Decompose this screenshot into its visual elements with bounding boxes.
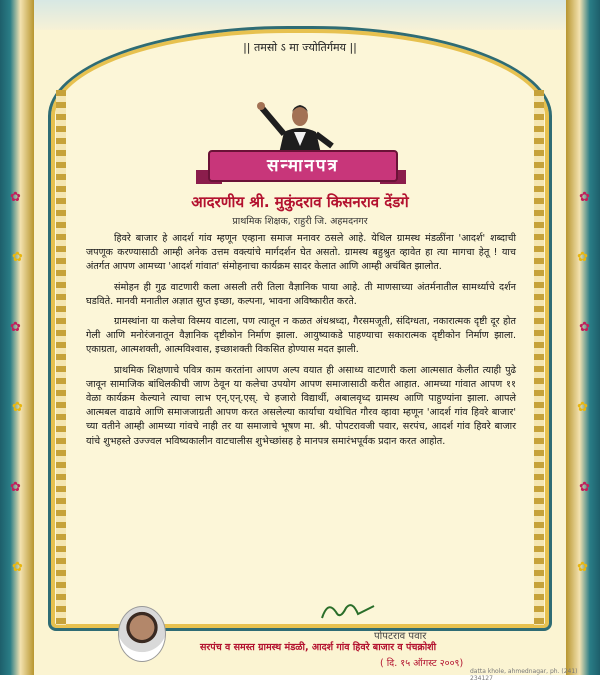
performer-portrait	[250, 96, 350, 158]
inner-right-border	[534, 90, 544, 625]
flower-icon: ✿	[577, 400, 588, 415]
honoree-name: आदरणीय श्री. मुकुंदराव किसनराव देंडगे	[191, 193, 409, 211]
inner-left-border	[56, 90, 66, 625]
citation-body	[86, 232, 516, 455]
flower-icon: ✿	[577, 250, 588, 265]
flower-icon: ✿	[579, 320, 590, 335]
flower-icon: ✿	[10, 190, 21, 205]
signer-photo	[118, 606, 166, 662]
flower-icon: ✿	[579, 190, 590, 205]
citation-paragraph: प्राथमिक शिक्षणाचे पवित्र काम करतांना आपण अल्प वयात ही असाध्य वाटणारी कला आत्मसात केलीत त्याही पुढे जावून सामाजिक बांधिलकीची जाण ठेवून या कलेचा उपयोग आपण समाजासाठी करीत आहात. आमच्या गांवात आपण ११ वेळा कार्यक्रम केल्याने त्याचा लाभ एन्.एन्.एस्. चे हजारो विद्यार्थी, अबालवृध्द ग्रामस्थ आणि पाहुण्यांना झाला. आपले आत्मबल वाढावे आणि समाजजाग्रती आपण करत असलेल्या कार्याचा यथोचित गौरव व्हावा म्हणून 'आदर्श गांव हिवरे बाजार' च्या वतीने आम्ही आमच्या गांवचे नाही तर या समाजाचे भूषण मा. श्री. पोपटरावजी पवार, सरपंच, आदर्श गांव हिवरे बाजार यांचे शुभहस्ते उज्ज्वल भविष्यकालीन वाटचालीस शुभेच्छांसह हे मानपत्र समारंभपूर्वक प्रदान करत आहोत.	[86, 364, 516, 447]
citation-paragraph: हिवरे बाजार हे आदर्श गांव म्हणून एव्हाना समाज मनावर ठसले आहे. येथिल ग्रामस्थ मंडळींना 'आदर्श' शब्दाची जपणूक करण्यासाठी आम्ही अनेक उत्तम वक्त्यांचे मार्गदर्शन घेत असतो. ग्रामस्थ बहुश्रुत व्हावेत हा त्या मागचा हेतू ! याच अंतर्गत आपण आमच्या 'आदर्श गांवात' संमोहनाचा कार्यक्रम सादर केलात आणि आम्ही अचंबित झालोत.	[86, 233, 516, 273]
issue-date: ( दि. १५ ऑगस्ट २००९)	[380, 658, 464, 669]
citation-paragraph: संमोहन ही गुढ वाटणारी कला असली तरी तिला वैज्ञानिक पाया आहे. ती माणसाच्या अंतर्मनातील सामर्थ्याचे दर्शन घडविते. मानवी मनातील अज्ञात सुप्त इच्छा, कल्पना, भावना अविष्कारीत करते.	[86, 281, 516, 307]
signature	[318, 598, 378, 624]
flower-icon: ✿	[10, 480, 21, 495]
motto: || तमसो ऽ मा ज्योतिर्गमय ||	[243, 41, 357, 54]
flower-icon: ✿	[577, 560, 588, 575]
flower-icon: ✿	[12, 400, 23, 415]
certificate-banner: सन्मानपत्र	[208, 150, 398, 182]
flower-icon: ✿	[12, 560, 23, 575]
flower-icon: ✿	[10, 320, 21, 335]
printer-imprint: datta khole, ahmednagar, ph. (241) 234127	[470, 668, 578, 682]
flower-icon: ✿	[12, 250, 23, 265]
issuing-organization: सरपंच व समस्त ग्रामस्थ मंडळी, आदर्श गांव हिवरे बाजार व पंचक्रोशी	[200, 642, 437, 653]
honoree-designation: प्राथमिक शिक्षक, राहुरी जि. अहमदनगर	[232, 216, 368, 227]
signer-name: पोपटराव पवार	[374, 631, 427, 642]
flower-icon: ✿	[579, 480, 590, 495]
citation-paragraph: ग्रामस्थांना या कलेचा विस्मय वाटला, पण त्यातून न कळत अंधश्रध्दा, गैरसमजूती, संदिग्धता, नकारात्मक दृष्टी दूर होत गेली आणि मनोरंजनातून वैज्ञानिक दृष्टीकोन निर्माण झाला. आयुष्याकडे पाहण्याचा सकारात्मक दृष्टीकोन निर्माण झाला. एकाग्रता, आत्मशक्ती, आत्मविश्वास, इच्छाशक्ती विकसित होण्यास मदत झाली.	[86, 316, 516, 356]
